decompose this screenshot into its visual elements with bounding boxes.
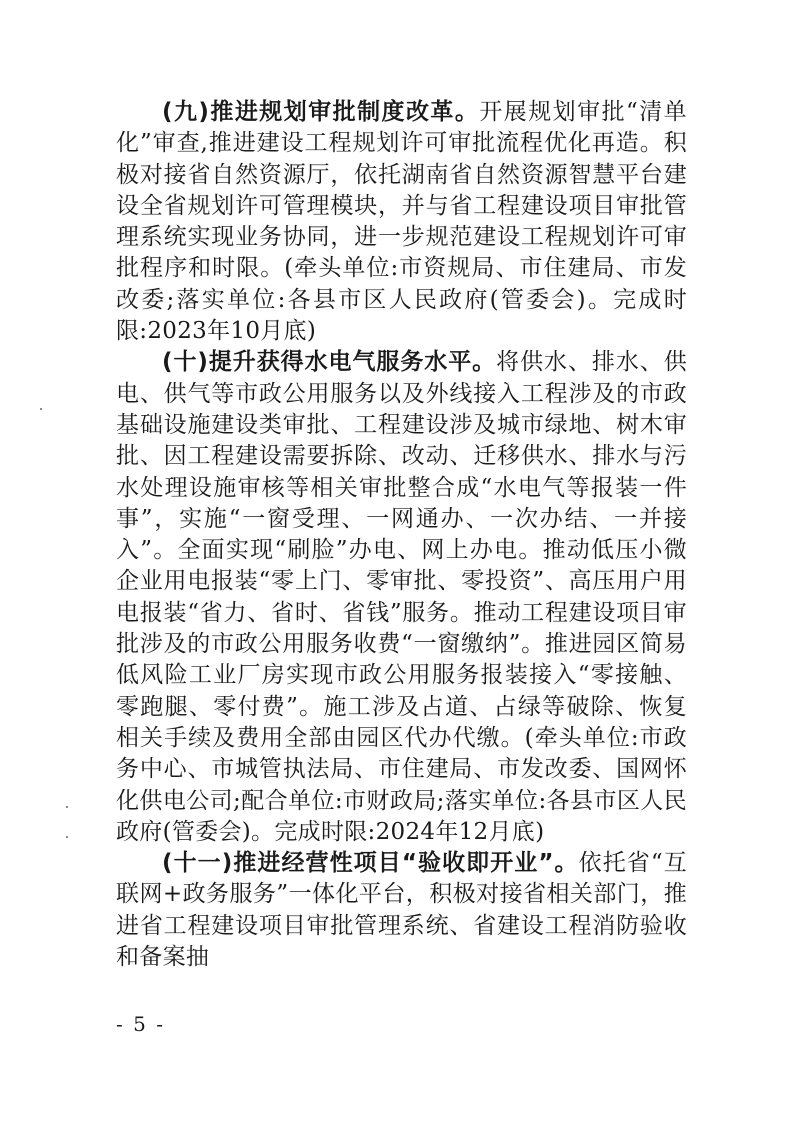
- section-11: [116, 848, 687, 973]
- page-number: - 5 -: [116, 1012, 165, 1036]
- section-10-heading: (十)提升获得水电气服务水平。: [162, 349, 497, 376]
- section-10-body: 将供水、排水、供电、供气等市政公用服务以及外线接入工程涉及的市政基础设施建设类审批、工程建设涉及城市绿地、树木审批、因工程建设需要拆除、改动、迁移供水、排水与污水处理设施审核等相关审批整合成“水电气等报装一件事”，实施“一窗受理、一网通办、一次办结、一并接入”。全面实现“刷脸”办电、网上办电。推动低压小微企业用电报装“零上门、零审批、零投资”、高压用户用电报装“省力、省时、省钱”服务。推动工程建设项目审批涉及的市政公用服务收费“一窗缴纳”。推进园区简易低风险工业厂房实现市政公用服务报装接入“零接触、零跑腿、零付费”。施工涉及占道、占绿等破除、恢复相关手续及费用全部由园区代办代缴。(牵头单位:市政务中心、市城管执法局、市住建局、市发改委、国网怀化供电公司;配合单位:市财政局;落实单位:各县市区人民政府(管委会)。完成时限:2024年12月底): [116, 349, 687, 845]
- scan-speck: [66, 806, 68, 808]
- scan-speck: [40, 408, 42, 410]
- document-body: [116, 97, 687, 973]
- section-9-body: 开展规划审批“清单化”审查,推进建设工程规划许可审批流程优化再造。积极对接省自然资源厅，依托湖南省自然资源智慧平台建设全省规划许可管理模块，并与省工程建设项目审批管理系统实现业务协同，进一步规范建设工程规划许可审批程序和时限。(牵头单位:市资规局、市住建局、市发改委;落实单位:各县市区人民政府(管委会)。完成时限:2023年10月底): [116, 99, 687, 345]
- section-9-heading: (九)推进规划审批制度改革。: [162, 99, 480, 125]
- section-9: [116, 97, 687, 347]
- section-11-body: 依托省“互联网+政务服务”一体化平台，积极对接省相关部门，推进省工程建设项目审批管理系统、省建设工程消防验收和备案抽: [116, 850, 687, 971]
- section-10: [116, 347, 687, 848]
- scan-speck: [66, 836, 68, 838]
- section-11-heading: (十一)推进经营性项目“验收即开业”。: [162, 850, 579, 877]
